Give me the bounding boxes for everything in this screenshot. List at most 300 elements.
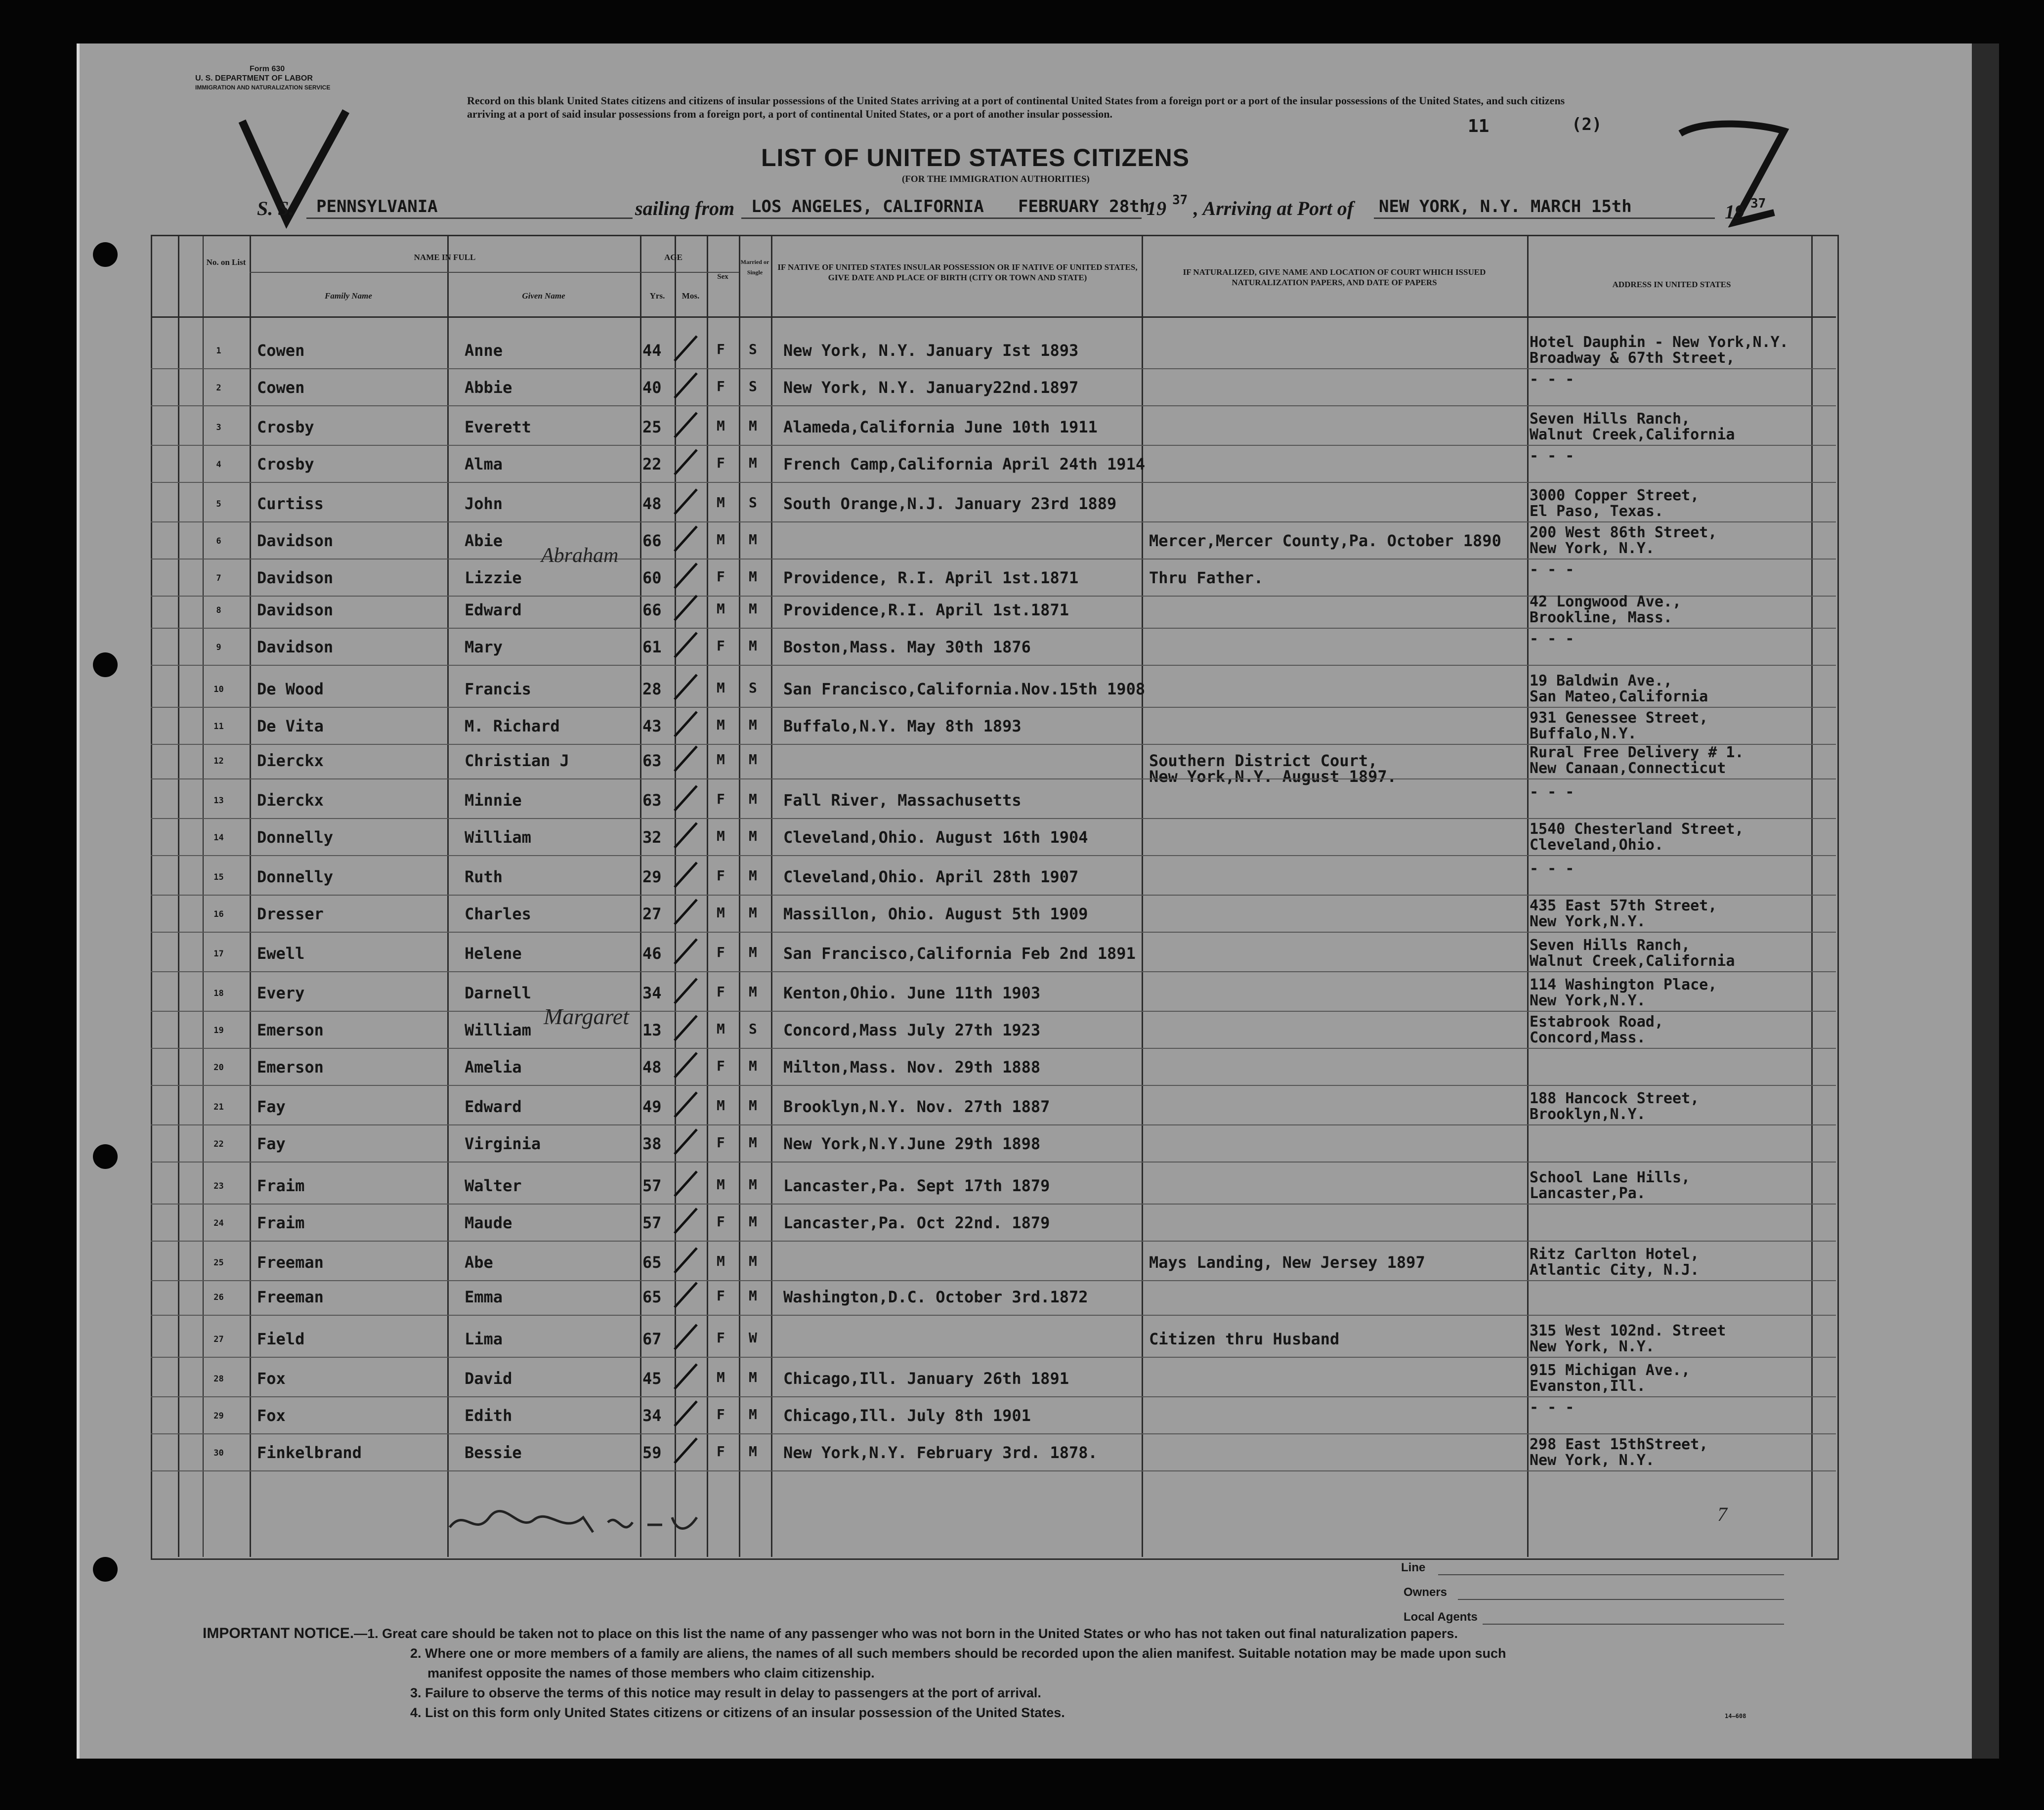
address-line1: 931 Genessee Street, bbox=[1530, 709, 1708, 727]
age-years: 48 bbox=[642, 494, 662, 513]
address-line1: 298 East 15thStreet, bbox=[1530, 1436, 1708, 1453]
row-number: 15 bbox=[213, 872, 224, 882]
marital-status: M bbox=[749, 944, 757, 960]
marital-status: S bbox=[749, 378, 757, 394]
marital-status: M bbox=[749, 1406, 757, 1422]
arriving-label: , Arriving at Port of bbox=[1193, 197, 1354, 219]
birth-place-date: Milton,Mass. Nov. 29th 1888 bbox=[783, 1058, 1041, 1077]
sex: F bbox=[717, 1330, 725, 1346]
birth-place-date: Chicago,Ill. January 26th 1891 bbox=[783, 1369, 1069, 1388]
given-name: Edward bbox=[465, 601, 522, 619]
row-divider bbox=[151, 707, 1836, 708]
row-number: 20 bbox=[213, 1063, 224, 1073]
row-number: 27 bbox=[213, 1335, 224, 1344]
family-name: Davidson bbox=[257, 568, 334, 587]
check-mark bbox=[672, 334, 702, 363]
check-mark bbox=[672, 524, 702, 554]
birth-place-date: Alameda,California June 10th 1911 bbox=[783, 418, 1098, 436]
sheet-edge bbox=[1972, 43, 1999, 1759]
birth-place-date: San Francisco,California Feb 2nd 1891 bbox=[783, 944, 1136, 963]
given-name: Helene bbox=[465, 944, 522, 963]
col-name-in-full: NAME IN FULL bbox=[414, 253, 476, 262]
given-name: Lizzie bbox=[465, 568, 522, 587]
row-number: 28 bbox=[213, 1374, 224, 1384]
row-number: 8 bbox=[216, 605, 221, 615]
age-years: 57 bbox=[642, 1176, 662, 1195]
sailing-from-label: sailing from bbox=[635, 197, 735, 219]
address-line1: 114 Washington Place, bbox=[1530, 976, 1717, 993]
birth-place-date: Lancaster,Pa. Sept 17th 1879 bbox=[783, 1176, 1050, 1195]
local-agents-label: Local Agents bbox=[1404, 1610, 1478, 1624]
birth-place-date: Brooklyn,N.Y. Nov. 27th 1887 bbox=[783, 1097, 1050, 1116]
sex: M bbox=[717, 1021, 725, 1037]
punch-hole bbox=[93, 1144, 118, 1169]
address-line1: Rural Free Delivery # 1. bbox=[1530, 744, 1744, 761]
check-mark bbox=[672, 1322, 702, 1352]
entry-number: (2) bbox=[1572, 115, 1602, 134]
row-divider bbox=[151, 368, 1836, 369]
address-line2: Concord,Mass. bbox=[1530, 1029, 1646, 1046]
birth-place-date: Providence, R.I. April 1st.1871 bbox=[783, 568, 1079, 587]
address-line2: Lancaster,Pa. bbox=[1530, 1185, 1646, 1202]
sex: F bbox=[717, 1443, 725, 1460]
age-years: 44 bbox=[642, 341, 662, 360]
notice-item-2a: 2. Where one or more members of a family are aliens, the names of all such members should be recorded upon the alien manifest. Suitable notation may be made upon such bbox=[410, 1646, 1506, 1661]
handwritten-count: 7 bbox=[1717, 1503, 1727, 1525]
col-birth: IF NATIVE OF UNITED STATES INSULAR POSSESSION OR IF NATIVE OF UNITED STATES, GIVE DATE AND PLACE OF BIRTH (CITY OR TOWN AND STATE) bbox=[777, 262, 1138, 282]
given-name: Virginia bbox=[465, 1134, 541, 1153]
marital-status: M bbox=[749, 1097, 757, 1114]
check-mark bbox=[672, 1050, 702, 1080]
row-divider bbox=[151, 628, 1836, 629]
age-years: 46 bbox=[642, 944, 662, 963]
age-years: 27 bbox=[642, 905, 662, 923]
age-years: 22 bbox=[642, 455, 662, 474]
check-mark bbox=[672, 937, 702, 966]
sex: M bbox=[717, 717, 725, 733]
family-name: De Vita bbox=[257, 717, 324, 735]
arriving-port: NEW YORK, N.Y. MARCH 15th bbox=[1379, 197, 1632, 216]
given-name: Darnell bbox=[465, 984, 531, 1002]
row-number: 5 bbox=[216, 499, 221, 509]
age-years: 66 bbox=[642, 601, 662, 619]
given-name: David bbox=[465, 1369, 512, 1388]
address-line2: Brookline, Mass. bbox=[1530, 609, 1672, 626]
col-family-name: Family Name bbox=[325, 291, 372, 301]
row-divider bbox=[151, 932, 1836, 933]
address-line2: El Paso, Texas. bbox=[1530, 503, 1663, 520]
sex: M bbox=[717, 1097, 725, 1114]
family-name: Finkelbrand bbox=[257, 1443, 362, 1462]
sex: F bbox=[717, 341, 725, 357]
given-name: Alma bbox=[465, 455, 503, 474]
family-name: Davidson bbox=[257, 638, 334, 656]
marital-status: M bbox=[749, 1253, 757, 1269]
given-name: William bbox=[465, 1021, 531, 1039]
age-years: 25 bbox=[642, 418, 662, 436]
age-years: 48 bbox=[642, 1058, 662, 1077]
given-name: Minnie bbox=[465, 791, 522, 810]
address-line1: 42 Longwood Ave., bbox=[1530, 593, 1682, 610]
intro-text: Record on this blank United States citizens and citizens of insular possessions of the United States arriving at a port of continental United States from a foreign port or a port of the insular possessions of the United States, and such citizens arriving at a port of said insular possessions from a foreign port, a port of continental United States, or a port of another insular possession. bbox=[467, 94, 1565, 120]
age-years: 60 bbox=[642, 568, 662, 587]
sex: M bbox=[717, 1369, 725, 1385]
birth-place-date: Cleveland,Ohio. August 16th 1904 bbox=[783, 828, 1088, 847]
marital-status: M bbox=[749, 1134, 757, 1151]
check-mark bbox=[672, 709, 702, 739]
marital-status: M bbox=[749, 638, 757, 654]
address-line1: - - - bbox=[1530, 783, 1575, 801]
given-name: Abbie bbox=[465, 378, 512, 397]
birth-place-date: Washington,D.C. October 3rd.1872 bbox=[783, 1288, 1088, 1306]
row-divider bbox=[151, 1085, 1836, 1086]
address-line1: - - - bbox=[1530, 561, 1575, 578]
row-number: 9 bbox=[216, 643, 221, 652]
address-line1: Seven Hills Ranch, bbox=[1530, 937, 1691, 954]
given-name: Edward bbox=[465, 1097, 522, 1116]
address-line1: - - - bbox=[1530, 630, 1575, 647]
address-line1: - - - bbox=[1530, 447, 1575, 465]
sheet-number: 11 bbox=[1468, 116, 1490, 136]
sex: F bbox=[717, 638, 725, 654]
row-number: 6 bbox=[216, 536, 221, 546]
address-line1: 3000 Copper Street, bbox=[1530, 487, 1700, 504]
birth-place-date: Providence,R.I. April 1st.1871 bbox=[783, 601, 1069, 619]
birth-place-date: Fall River, Massachusetts bbox=[783, 791, 1022, 810]
row-divider bbox=[151, 1048, 1836, 1049]
sex: F bbox=[717, 1406, 725, 1422]
marital-status: S bbox=[749, 680, 757, 696]
marital-status: W bbox=[749, 1330, 757, 1346]
punch-hole bbox=[93, 652, 118, 677]
sex: F bbox=[717, 1288, 725, 1304]
given-name: Amelia bbox=[465, 1058, 522, 1077]
age-years: 28 bbox=[642, 680, 662, 698]
row-divider bbox=[151, 405, 1836, 406]
col-naturalized: IF NATURALIZED, GIVE NAME AND LOCATION OF COURT WHICH ISSUED NATURALIZATION PAPERS, AND DATE OF PAPERS bbox=[1183, 267, 1486, 287]
check-mark bbox=[672, 1399, 702, 1428]
family-name: Crosby bbox=[257, 455, 314, 474]
address-line2: San Mateo,California bbox=[1530, 688, 1708, 705]
check-mark bbox=[672, 1206, 702, 1236]
family-name: Fox bbox=[257, 1406, 286, 1425]
sex: M bbox=[717, 828, 725, 844]
given-name: Abe bbox=[465, 1253, 493, 1272]
given-name: Edith bbox=[465, 1406, 512, 1425]
sex: M bbox=[717, 1176, 725, 1193]
row-divider bbox=[151, 778, 1836, 779]
form-info: Form 630 U. S. DEPARTMENT OF LABOR IMMIGRATION AND NATURALIZATION SERVICE bbox=[195, 65, 331, 91]
address-line2: New Canaan,Connecticut bbox=[1530, 760, 1726, 777]
address-line1: - - - bbox=[1530, 860, 1575, 877]
check-mark bbox=[672, 1127, 702, 1157]
given-name: Charles bbox=[465, 905, 531, 923]
marital-status: S bbox=[749, 494, 757, 511]
sex: F bbox=[717, 1058, 725, 1074]
birth-place-date: New York,N.Y.June 29th 1898 bbox=[783, 1134, 1041, 1153]
naturalization: Citizen thru Husband bbox=[1149, 1330, 1340, 1348]
birth-place-date: Boston,Mass. May 30th 1876 bbox=[783, 638, 1031, 656]
sex: M bbox=[717, 680, 725, 696]
address-line2: New York,N.Y. bbox=[1530, 992, 1646, 1009]
col-given-name: Given Name bbox=[522, 291, 565, 301]
col-married: Married or Single bbox=[740, 259, 769, 276]
age-years: 13 bbox=[642, 1021, 662, 1039]
address-line1: 915 Michigan Ave., bbox=[1530, 1362, 1691, 1379]
given-name: Bessie bbox=[465, 1443, 522, 1462]
birth-place-date: New York, N.Y. January22nd.1897 bbox=[783, 378, 1079, 397]
marital-status: M bbox=[749, 1288, 757, 1304]
row-number: 21 bbox=[213, 1102, 224, 1112]
given-name: Everett bbox=[465, 418, 531, 436]
given-name: Ruth bbox=[465, 867, 503, 886]
check-mark bbox=[672, 672, 702, 702]
age-years: 45 bbox=[642, 1369, 662, 1388]
address-line2: Brooklyn,N.Y. bbox=[1530, 1106, 1646, 1123]
address-line2: Evanston,Ill. bbox=[1530, 1378, 1646, 1395]
age-years: 32 bbox=[642, 828, 662, 847]
given-name: M. Richard bbox=[465, 717, 560, 735]
check-mark bbox=[672, 820, 702, 850]
naturalization: Thru Father. bbox=[1149, 568, 1264, 587]
family-name: Emerson bbox=[257, 1058, 324, 1077]
age-years: 65 bbox=[642, 1288, 662, 1306]
age-years: 40 bbox=[642, 378, 662, 397]
col-address: ADDRESS IN UNITED STATES bbox=[1612, 280, 1731, 289]
row-number: 10 bbox=[213, 685, 224, 694]
family-name: Fraim bbox=[257, 1213, 305, 1232]
marital-status: M bbox=[749, 905, 757, 921]
age-years: 49 bbox=[642, 1097, 662, 1116]
row-number: 2 bbox=[216, 383, 221, 393]
marital-status: S bbox=[749, 341, 757, 357]
line-label: Line bbox=[1401, 1561, 1426, 1574]
row-divider bbox=[151, 1241, 1836, 1242]
marital-status: M bbox=[749, 717, 757, 733]
birth-place-date: New York, N.Y. January Ist 1893 bbox=[783, 341, 1079, 360]
sex: F bbox=[717, 568, 725, 585]
given-name: Emma bbox=[465, 1288, 503, 1306]
address-line1: School Lane Hills, bbox=[1530, 1169, 1691, 1186]
birth-place-date: Cleveland,Ohio. April 28th 1907 bbox=[783, 867, 1079, 886]
sex: F bbox=[717, 455, 725, 471]
age-years: 63 bbox=[642, 751, 662, 770]
sex: F bbox=[717, 944, 725, 960]
age-years: 29 bbox=[642, 867, 662, 886]
age-years: 43 bbox=[642, 717, 662, 735]
given-name: Walter bbox=[465, 1176, 522, 1195]
address-line2: Cleveland,Ohio. bbox=[1530, 836, 1663, 854]
sex: M bbox=[717, 1253, 725, 1269]
row-divider bbox=[151, 445, 1836, 446]
family-name: Davidson bbox=[257, 531, 334, 550]
address-line1: Ritz Carlton Hotel, bbox=[1530, 1246, 1700, 1263]
address-line2: Buffalo,N.Y. bbox=[1530, 725, 1637, 742]
family-name: Fraim bbox=[257, 1176, 305, 1195]
marital-status: M bbox=[749, 1176, 757, 1193]
family-name: Emerson bbox=[257, 1021, 324, 1039]
check-mark bbox=[672, 630, 702, 660]
family-name: Freeman bbox=[257, 1253, 324, 1272]
row-divider bbox=[151, 855, 1836, 856]
family-name: Field bbox=[257, 1330, 305, 1348]
notice-item-1: —1. Great care should be taken not to place on this list the name of any passenger who was not born in the United States or who has not taken out final naturalization papers. bbox=[354, 1626, 1458, 1641]
row-number: 17 bbox=[213, 949, 224, 959]
check-mark bbox=[672, 1280, 702, 1310]
family-name: Ewell bbox=[257, 944, 305, 963]
check-mark bbox=[672, 783, 702, 813]
row-number: 3 bbox=[216, 423, 221, 432]
birth-place-date: Kenton,Ohio. June 11th 1903 bbox=[783, 984, 1041, 1002]
row-number: 25 bbox=[213, 1258, 224, 1268]
row-divider bbox=[151, 521, 1836, 522]
birth-place-date: Massillon, Ohio. August 5th 1909 bbox=[783, 905, 1088, 923]
address-line1: - - - bbox=[1530, 371, 1575, 388]
row-divider bbox=[151, 1396, 1836, 1397]
family-name: Dresser bbox=[257, 905, 324, 923]
arrival-year: 37 bbox=[1750, 196, 1766, 211]
row-number: 26 bbox=[213, 1293, 224, 1302]
check-mark bbox=[672, 561, 702, 591]
birth-place-date: French Camp,California April 24th 1914 bbox=[783, 455, 1146, 474]
year-prefix: 19 bbox=[1147, 197, 1166, 219]
given-name: Francis bbox=[465, 680, 531, 698]
given-name: Lima bbox=[465, 1330, 503, 1348]
address-line1: 1540 Chesterland Street, bbox=[1530, 820, 1744, 838]
sex: M bbox=[717, 531, 725, 548]
family-name: Fay bbox=[257, 1134, 286, 1153]
check-mark bbox=[672, 1246, 702, 1275]
age-years: 57 bbox=[642, 1213, 662, 1232]
check-mark bbox=[672, 897, 702, 927]
row-divider bbox=[151, 1011, 1836, 1012]
ship-label: S. S. bbox=[257, 197, 294, 219]
page-subtitle: (FOR THE IMMIGRATION AUTHORITIES) bbox=[902, 174, 1090, 184]
check-mark bbox=[672, 447, 702, 477]
row-divider bbox=[151, 665, 1836, 666]
marital-status: M bbox=[749, 531, 757, 548]
col-sex: Sex bbox=[717, 273, 728, 281]
row-divider bbox=[151, 1470, 1836, 1471]
marital-status: M bbox=[749, 418, 757, 434]
given-name: William bbox=[465, 828, 531, 847]
sex: M bbox=[717, 601, 725, 617]
notice-heading: IMPORTANT NOTICE. bbox=[203, 1625, 354, 1641]
row-number: 19 bbox=[213, 1026, 224, 1035]
check-mark bbox=[672, 1436, 702, 1465]
address-line2: New York,N.Y. bbox=[1530, 913, 1646, 930]
sailing-year: 37 bbox=[1172, 193, 1188, 208]
row-number: 1 bbox=[216, 346, 221, 356]
check-mark bbox=[672, 410, 702, 440]
family-name: Cowen bbox=[257, 341, 305, 360]
check-mark bbox=[672, 593, 702, 623]
owners-label: Owners bbox=[1404, 1586, 1448, 1599]
naturalization: Mays Landing, New Jersey 1897 bbox=[1149, 1253, 1425, 1272]
family-name: De Wood bbox=[257, 680, 324, 698]
sex: M bbox=[717, 905, 725, 921]
check-mark bbox=[672, 976, 702, 1006]
row-number: 14 bbox=[213, 833, 224, 843]
marital-status: M bbox=[749, 751, 757, 768]
marital-status: M bbox=[749, 1213, 757, 1230]
age-years: 63 bbox=[642, 791, 662, 810]
address-line2: Atlantic City, N.J. bbox=[1530, 1261, 1700, 1279]
marital-status: M bbox=[749, 984, 757, 1000]
check-mark bbox=[672, 1013, 702, 1043]
punch-hole bbox=[93, 1557, 118, 1582]
family-name: Dierckx bbox=[257, 791, 324, 810]
sex: M bbox=[717, 751, 725, 768]
row-number: 7 bbox=[216, 573, 221, 583]
marital-status: M bbox=[749, 828, 757, 844]
sex: M bbox=[717, 494, 725, 511]
marital-status: M bbox=[749, 867, 757, 884]
given-name: Maude bbox=[465, 1213, 512, 1232]
family-name: Freeman bbox=[257, 1288, 324, 1306]
notice-item-3: 3. Failure to observe the terms of this notice may result in delay to passengers at the port of arrival. bbox=[410, 1685, 1041, 1700]
address-line1: 188 Hancock Street, bbox=[1530, 1090, 1700, 1107]
sex: F bbox=[717, 791, 725, 807]
family-name: Dierckx bbox=[257, 751, 324, 770]
row-divider bbox=[151, 559, 1836, 560]
age-years: 66 bbox=[642, 531, 662, 550]
marital-status: M bbox=[749, 1443, 757, 1460]
naturalization-line2: New York,N.Y. August 1897. bbox=[1149, 767, 1397, 786]
marital-status: M bbox=[749, 568, 757, 585]
row-divider bbox=[151, 1315, 1836, 1316]
row-number: 18 bbox=[213, 989, 224, 998]
marital-status: M bbox=[749, 1058, 757, 1074]
family-name: Donnelly bbox=[257, 867, 334, 886]
given-name: Mary bbox=[465, 638, 503, 656]
check-mark bbox=[672, 1362, 702, 1391]
check-mark bbox=[672, 1090, 702, 1120]
row-divider bbox=[151, 1433, 1836, 1434]
row-number: 22 bbox=[213, 1139, 224, 1149]
birth-place-date: Chicago,Ill. July 8th 1901 bbox=[783, 1406, 1031, 1425]
marital-status: M bbox=[749, 1369, 757, 1385]
naturalization: Southern District Court, bbox=[1149, 751, 1378, 770]
row-number: 4 bbox=[216, 460, 221, 470]
family-name: Donnelly bbox=[257, 828, 334, 847]
row-divider bbox=[151, 895, 1836, 896]
address-line1: 19 Baldwin Ave., bbox=[1530, 672, 1672, 690]
age-years: 65 bbox=[642, 1253, 662, 1272]
birth-place-date: Lancaster,Pa. Oct 22nd. 1879 bbox=[783, 1213, 1050, 1232]
sex: F bbox=[717, 867, 725, 884]
address-line2: Broadway & 67th Street, bbox=[1530, 349, 1735, 367]
birth-place-date: San Francisco,California.Nov.15th 1908 bbox=[783, 680, 1146, 698]
family-name: Cowen bbox=[257, 378, 305, 397]
row-divider bbox=[151, 482, 1836, 483]
handwritten-correction: Abraham bbox=[541, 544, 619, 567]
sailing-from: LOS ANGELES, CALIFORNIA bbox=[751, 197, 984, 216]
row-number: 29 bbox=[213, 1411, 224, 1421]
family-name: Crosby bbox=[257, 418, 314, 436]
row-number: 11 bbox=[213, 722, 224, 732]
address-line2: Walnut Creek,California bbox=[1530, 426, 1735, 443]
row-number: 23 bbox=[213, 1181, 224, 1191]
age-years: 67 bbox=[642, 1330, 662, 1348]
marital-status: M bbox=[749, 791, 757, 807]
given-name: John bbox=[465, 494, 503, 513]
row-divider bbox=[151, 1357, 1836, 1358]
row-number: 12 bbox=[213, 756, 224, 766]
notice-item-4: 4. List on this form only United States citizens or citizens of an insular possession of the United States. bbox=[410, 1705, 1065, 1720]
address-line2: New York, N.Y. bbox=[1530, 1452, 1655, 1469]
address-line1: Estabrook Road, bbox=[1530, 1013, 1663, 1031]
